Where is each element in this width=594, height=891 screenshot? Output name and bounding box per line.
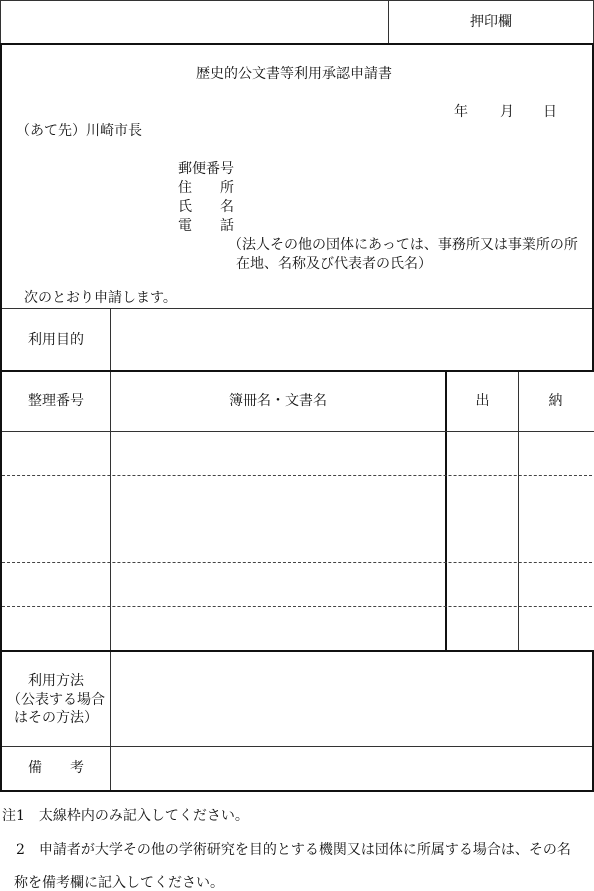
application-form-block: [2, 45, 592, 308]
date-month-label[interactable]: 月: [500, 104, 514, 120]
table-row[interactable]: [2, 563, 592, 606]
table-row[interactable]: [2, 432, 592, 475]
column-header-out: 出: [475, 393, 490, 410]
method-field[interactable]: [111, 652, 592, 746]
date-day-label[interactable]: 日: [543, 104, 557, 120]
corporate-note-line1: （法人その他の団体にあっては、事務所又は事業所の所: [228, 237, 578, 253]
remarks-field[interactable]: [111, 747, 592, 790]
note-2-line1: 2 申請者が大学その他の学術研究を目的とする機関又は団体に所属する場合は、その名: [2, 842, 571, 858]
note-2-line2: 称を備考欄に記入してください。: [14, 875, 224, 891]
postal-code-label[interactable]: 郵便番号: [178, 161, 234, 177]
address-label[interactable]: 住 所: [178, 180, 234, 196]
date-year-label[interactable]: 年: [454, 104, 468, 120]
stamp-field-label: 押印欄: [470, 13, 512, 30]
method-label-line2: （公表する場合: [7, 692, 105, 708]
column-header-document-title: 簿冊名・文書名: [229, 393, 327, 410]
column-header-reference-number: 整理番号: [28, 393, 84, 410]
table-row[interactable]: [2, 476, 592, 562]
request-statement: 次のとおり申請します。: [24, 290, 177, 306]
phone-label[interactable]: 電 話: [178, 218, 234, 234]
corporate-note-line2: 在地、名称及び代表者の氏名）: [236, 256, 432, 272]
method-label-line1: 利用方法: [28, 673, 84, 689]
form-title: 歴史的公文書等利用承認申請書: [196, 66, 392, 82]
note-1: 注1 太線枠内のみ記入してください。: [2, 808, 249, 824]
remarks-label: 備 考: [28, 760, 84, 777]
method-label: [2, 652, 110, 746]
addressee-text: （あて先）川崎市長: [16, 123, 142, 139]
column-header-in: 納: [548, 393, 563, 410]
method-label-line3: はその方法）: [14, 710, 98, 726]
table-row[interactable]: [2, 607, 592, 650]
name-label[interactable]: 氏 名: [178, 199, 234, 215]
purpose-field[interactable]: [111, 309, 592, 371]
purpose-label: 利用目的: [28, 331, 84, 348]
